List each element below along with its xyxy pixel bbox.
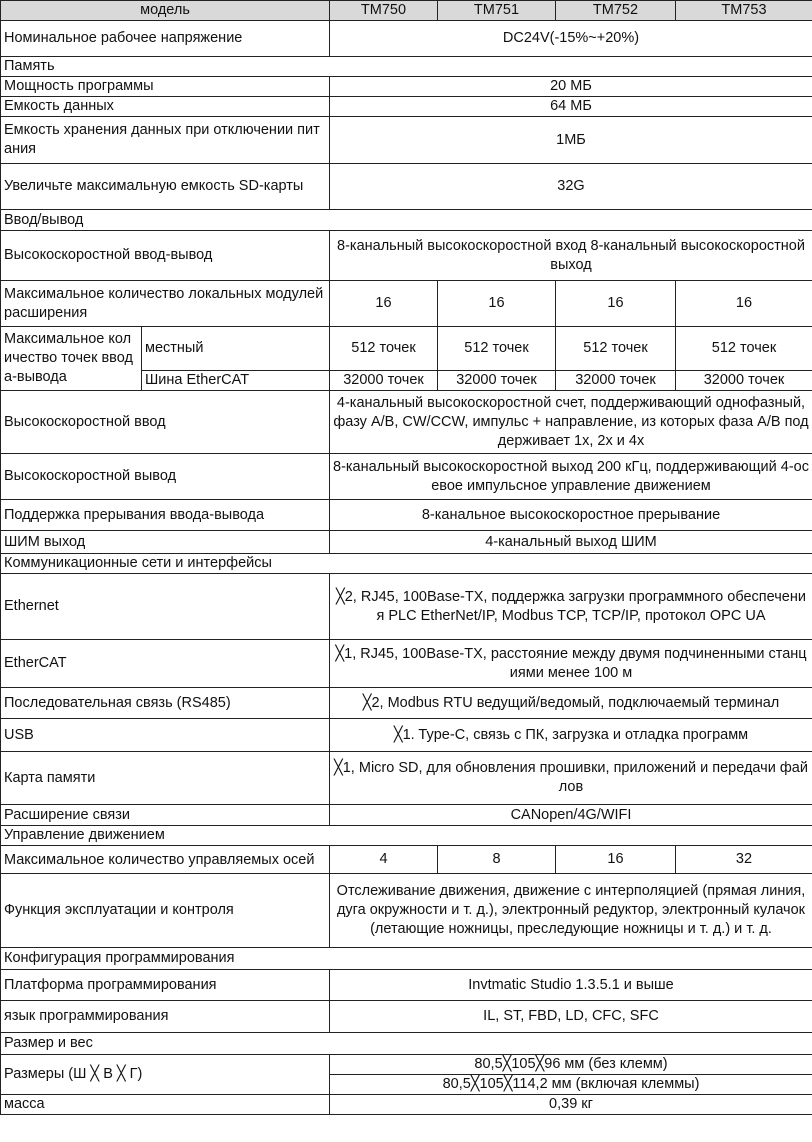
table-row xyxy=(1,1001,812,1033)
model-tm751: TM751 xyxy=(438,1,556,21)
serial-label: Последовательная связь (RS485) xyxy=(1,688,330,719)
max-axes-label: Максимальное количество управляемых осей xyxy=(1,846,330,874)
ethercat-bus-io-label: Шина EtherCAT xyxy=(142,371,330,391)
operation-control-label: Функция эксплуатации и контроля xyxy=(1,874,330,948)
table-row xyxy=(1,805,812,826)
max-local-modules-tm752: 16 xyxy=(556,281,676,327)
max-local-modules-label: Максимальное количество локальных модулей расширения xyxy=(1,281,330,327)
model-header: модель xyxy=(1,1,330,21)
max-local-modules-tm753: 16 xyxy=(676,281,812,327)
memory-card-value: ╳1, Micro SD, для обновления прошивки, приложений и передачи файлов xyxy=(330,752,812,805)
section-row xyxy=(1,826,812,846)
section-row xyxy=(1,554,812,574)
max-axes-tm750: 4 xyxy=(330,846,438,874)
data-capacity-value: 64 МБ xyxy=(330,97,812,117)
section-row xyxy=(1,1033,812,1055)
operation-control-value: Отслеживание движения, движение с интерполяцией (прямая линия, дуга окружности и т. д.), электронный редуктор, электронный кулачок (летающие ножницы, преследующие ножницы и т. д.) и т. д. xyxy=(330,874,812,948)
program-capacity-value: 20 МБ xyxy=(330,77,812,97)
program-capacity-label: Мощность программы xyxy=(1,77,330,97)
max-axes-tm753: 32 xyxy=(676,846,812,874)
table-row xyxy=(1,719,812,752)
ethercat-bus-io-tm750: 32000 точек xyxy=(330,371,438,391)
max-axes-tm751: 8 xyxy=(438,846,556,874)
table-row xyxy=(1,77,812,97)
rated-voltage-label: Номинальное рабочее напряжение xyxy=(1,21,330,57)
table-row xyxy=(1,391,812,454)
table-row xyxy=(1,281,812,327)
pwm-label: ШИМ выход xyxy=(1,531,330,554)
ethercat-bus-io-tm752: 32000 точек xyxy=(556,371,676,391)
table-row xyxy=(1,970,812,1001)
max-sd-value: 32G xyxy=(330,164,812,210)
pwm-value: 4-канальный выход ШИМ xyxy=(330,531,812,554)
max-local-modules-tm750: 16 xyxy=(330,281,438,327)
max-local-modules-tm751: 16 xyxy=(438,281,556,327)
local-io-label: местный xyxy=(142,327,330,371)
high-speed-input-value: 4-канальный высокоскоростной счет, поддерживающий однофазный, фазу A/B, CW/CCW, импульс + направление, из которых фаза A/B поддерживает 1x, 2x и 4x xyxy=(330,391,812,454)
section-row xyxy=(1,57,812,77)
header-row xyxy=(1,1,812,21)
table-row xyxy=(1,454,812,500)
local-io-tm751: 512 точек xyxy=(438,327,556,371)
section-row xyxy=(1,948,812,970)
table-row xyxy=(1,846,812,874)
comm-section-title: Коммуникационные сети и интерфейсы xyxy=(1,554,812,574)
usb-label: USB xyxy=(1,719,330,752)
high-speed-io-value: 8-канальный высокоскоростной вход 8-канальный высокоскоростной выход xyxy=(330,231,812,281)
table-row xyxy=(1,97,812,117)
model-tm750: TM750 xyxy=(330,1,438,21)
section-row xyxy=(1,210,812,231)
ethernet-label: Ethernet xyxy=(1,574,330,640)
dimensions-label: Размеры (Ш ╳ В ╳ Г) xyxy=(1,1055,330,1095)
ethercat-bus-io-tm751: 32000 точек xyxy=(438,371,556,391)
table-row xyxy=(1,874,812,948)
table-row xyxy=(1,117,812,164)
usb-value: ╳1. Type-C, связь с ПК, загрузка и отладка программ xyxy=(330,719,812,752)
table-row xyxy=(1,500,812,531)
ethercat-bus-io-tm753: 32000 точек xyxy=(676,371,812,391)
power-off-retention-value: 1МБ xyxy=(330,117,812,164)
serial-value: ╳2, Modbus RTU ведущий/ведомый, подключаемый терминал xyxy=(330,688,812,719)
rated-voltage-value: DC24V(-15%~+20%) xyxy=(330,21,812,57)
dimensions-with-terminals: 80,5╳105╳114,2 мм (включая клеммы) xyxy=(442,1076,700,1092)
mass-value: 0,39 кг xyxy=(330,1095,812,1115)
table-row xyxy=(1,688,812,719)
table-row xyxy=(1,531,812,554)
ethercat-label: EtherCAT xyxy=(1,640,330,688)
high-speed-io-label: Высокоскоростной ввод-вывод xyxy=(1,231,330,281)
local-io-tm753: 512 точек xyxy=(676,327,812,371)
size-section-title: Размер и вес xyxy=(1,1033,812,1055)
language-value: IL, ST, FBD, LD, CFC, SFC xyxy=(330,1001,812,1033)
table-row xyxy=(1,21,812,57)
model-tm752: TM752 xyxy=(556,1,676,21)
table-row xyxy=(1,1095,812,1115)
model-tm753: TM753 xyxy=(676,1,812,21)
io-section-title: Ввод/вывод xyxy=(1,210,812,231)
dimensions-without-terminals: 80,5╳105╳96 мм (без клемм) xyxy=(330,1055,812,1075)
max-sd-label: Увеличьте максимальную емкость SD-карты xyxy=(1,164,330,210)
power-off-retention-label: Емкость хранения данных при отключении питания xyxy=(1,117,330,164)
motion-section-title: Управление движением xyxy=(1,826,812,846)
programming-section-title: Конфигурация программирования xyxy=(1,948,812,970)
table-row xyxy=(1,574,812,640)
data-capacity-label: Емкость данных xyxy=(1,97,330,117)
high-speed-output-value: 8-канальный высокоскоростной выход 200 кГц, поддерживающий 4-осевое импульсное управление движением xyxy=(330,454,812,500)
max-io-points-label: Максимальное количество точек ввода-вывода xyxy=(1,327,142,391)
table-row xyxy=(1,164,812,210)
platform-value: Invtmatic Studio 1.3.5.1 и выше xyxy=(330,970,812,1001)
io-interrupt-label: Поддержка прерывания ввода-вывода xyxy=(1,500,330,531)
table-row xyxy=(1,640,812,688)
comm-expansion-value: CANopen/4G/WIFI xyxy=(330,805,812,826)
language-label: язык программирования xyxy=(1,1001,330,1033)
table-row xyxy=(1,1055,812,1095)
memory-section-title: Память xyxy=(1,57,812,77)
local-io-tm752: 512 точек xyxy=(556,327,676,371)
io-interrupt-value: 8-канальное высокоскоростное прерывание xyxy=(330,500,812,531)
comm-expansion-label: Расширение связи xyxy=(1,805,330,826)
memory-card-label: Карта памяти xyxy=(1,752,330,805)
table-row xyxy=(1,231,812,281)
ethernet-value: ╳2, RJ45, 100Base-TX, поддержка загрузки программного обеспечения PLC EtherNet/IP, Modbus TCP, TCP/IP, протокол OPC UA xyxy=(330,574,812,640)
platform-label: Платформа программирования xyxy=(1,970,330,1001)
dimensions-value xyxy=(330,1055,812,1095)
high-speed-input-label: Высокоскоростной ввод xyxy=(1,391,330,454)
max-axes-tm752: 16 xyxy=(556,846,676,874)
mass-label: масса xyxy=(1,1095,330,1115)
local-io-tm750: 512 точек xyxy=(330,327,438,371)
table-row xyxy=(1,327,812,371)
ethercat-value: ╳1, RJ45, 100Base-TX, расстояние между двумя подчиненными станциями менее 100 м xyxy=(330,640,812,688)
table-row xyxy=(1,752,812,805)
high-speed-output-label: Высокоскоростной вывод xyxy=(1,454,330,500)
